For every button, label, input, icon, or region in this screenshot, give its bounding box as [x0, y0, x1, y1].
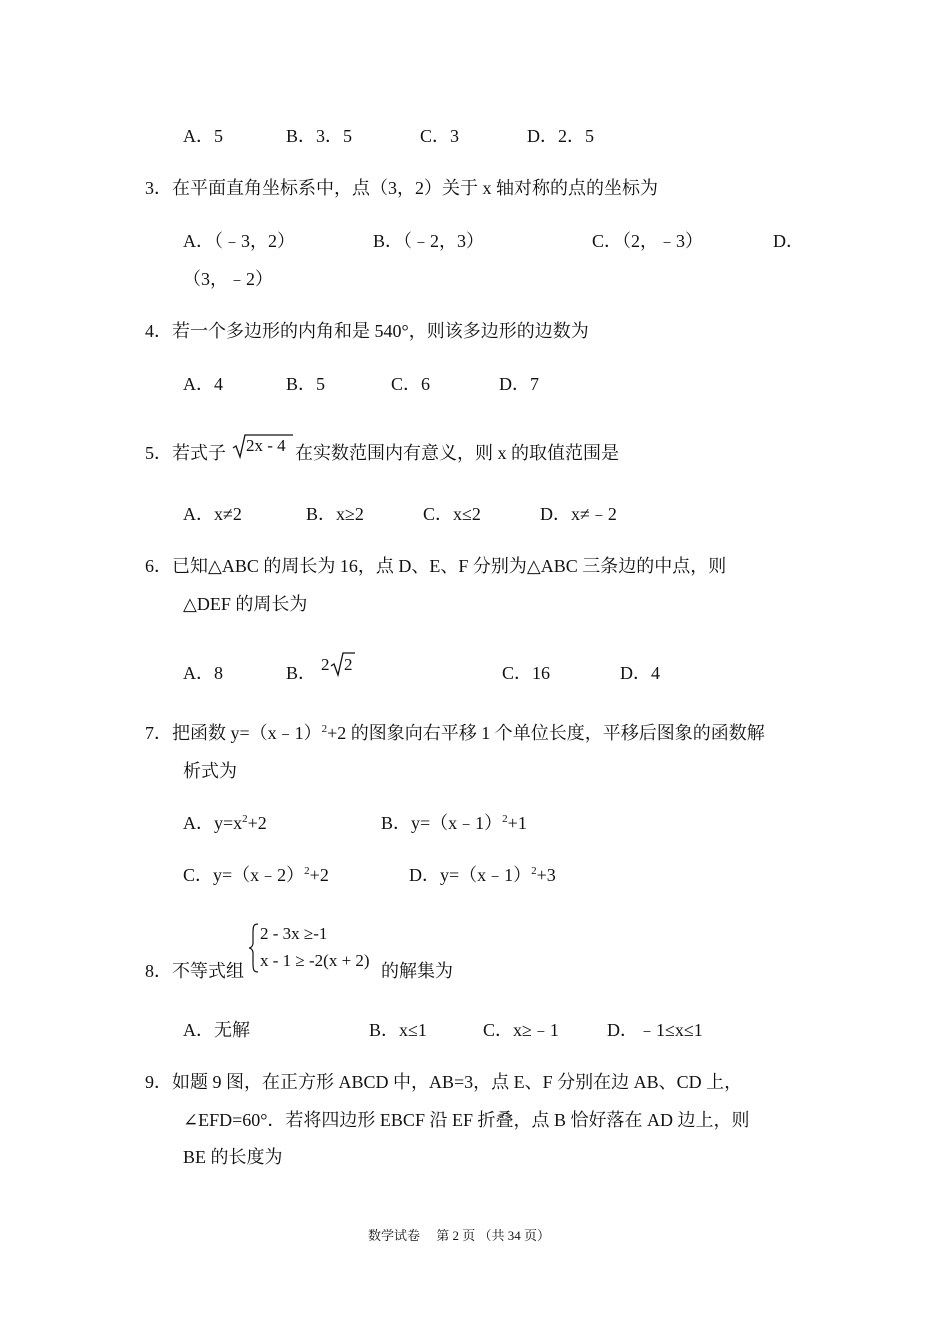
q7-option-d-post: +3 [536, 865, 556, 885]
q5-prefix: 5．若式子 [145, 443, 226, 463]
q7-stem-line2: 析式为 [183, 761, 237, 781]
q7-option-a-exponent: 2 [242, 813, 248, 825]
q8-system-brace [248, 922, 260, 974]
q8-inequality-2: x - 1 ≥ -2(x + 2) [260, 951, 370, 970]
q8-inequality-1: 2 - 3x ≥-1 [260, 924, 328, 943]
q8-suffix: 的解集为 [381, 961, 453, 981]
q2-option-b: B．3．5 [286, 126, 353, 146]
q3-stem: 3．在平面直角坐标系中，点（3，2）关于 x 轴对称的点的坐标为 [145, 178, 658, 198]
q7-stem-exponent: 2 [321, 723, 328, 735]
q7-option-d [409, 864, 556, 886]
q6-option-c: C．16 [502, 663, 551, 683]
q3-option-d: D． [773, 231, 804, 251]
q6-option-b: B． [286, 663, 317, 683]
q6-stem-line2: △DEF 的周长为 [183, 594, 308, 614]
q8-option-c: C．x≥﹣1 [483, 1020, 559, 1040]
q4-option-a: A．4 [183, 374, 223, 394]
q7-option-c-pre: C．y=（x﹣2） [183, 865, 305, 885]
q7-option-c [183, 864, 329, 886]
page-footer: 数学试卷 第 2 页 （共 34 页） [368, 1228, 551, 1243]
q2-option-d: D．2．5 [527, 126, 594, 146]
q7-stem-post: +2 的图象向右平移 1 个单位长度，平移后图象的函数解 [327, 723, 765, 743]
q2-option-a: A．5 [183, 126, 223, 146]
q5-option-c: C．x≤2 [423, 504, 481, 524]
q7-option-a [183, 812, 267, 834]
q7-stem-pre: 7．把函数 y=（x﹣1） [145, 723, 322, 743]
q7-option-c-exponent: 2 [304, 865, 310, 877]
q3-option-b: B．（﹣2，3） [373, 231, 485, 251]
q9-line3: BE 的长度为 [183, 1147, 283, 1167]
q5-suffix: 在实数范围内有意义，则 x 的取值范围是 [295, 443, 619, 463]
q4-stem: 4．若一个多边形的内角和是 540°，则该多边形的边数为 [145, 321, 589, 341]
q6-stem-line1: 6．已知△ABC 的周长为 16，点 D、E、F 分别为△ABC 三条边的中点，则 [145, 556, 727, 576]
q3-option-d-value: （3，﹣2） [183, 269, 273, 289]
q7-option-d-pre: D．y=（x﹣1） [409, 865, 532, 885]
q9-line2: ∠EFD=60°．若将四边形 EBCF 沿 EF 折叠，点 B 恰好落在 AD 边上，则 [183, 1110, 750, 1130]
q4-option-b: B．5 [286, 374, 326, 394]
q5-option-b: B．x≥2 [306, 504, 364, 524]
q8-option-b: B．x≤1 [369, 1020, 427, 1040]
q6-option-b-coefficient: 2 [321, 655, 330, 674]
q7-option-d-exponent: 2 [531, 865, 537, 877]
q6-option-d: D．4 [620, 663, 660, 683]
q3-option-c: C．（2，﹣3） [592, 231, 704, 251]
q5-option-a: A．x≠2 [183, 504, 242, 524]
q4-option-d: D．7 [499, 374, 539, 394]
q7-option-b-pre: B．y=（x﹣1） [381, 813, 503, 833]
q2-option-c: C．3 [420, 126, 460, 146]
q8-prefix: 8．不等式组 [145, 961, 244, 981]
q6-option-b-radicand: 2 [344, 655, 353, 674]
q7-option-a-post: +2 [247, 813, 267, 833]
q8-option-d: D．﹣1≤x≤1 [607, 1020, 703, 1040]
q8-option-a: A．无解 [183, 1020, 250, 1040]
q7-option-b-exponent: 2 [502, 813, 508, 825]
q7-option-c-post: +2 [309, 865, 329, 885]
q3-option-a: A．（﹣3，2） [183, 231, 295, 251]
q7-option-b [381, 812, 527, 834]
q4-option-c: C．6 [391, 374, 431, 394]
q7-option-b-post: +1 [507, 813, 527, 833]
q9-line1: 9．如题 9 图，在正方形 ABCD 中，AB=3，点 E、F 分别在边 AB、CD 上， [145, 1072, 743, 1092]
q6-option-a: A．8 [183, 663, 223, 683]
q7-stem-line1 [145, 722, 765, 744]
q5-option-d: D．x≠﹣2 [540, 504, 617, 524]
q5-radicand: 2x - 4 [246, 436, 286, 455]
q7-option-a-pre: A．y=x [183, 813, 243, 833]
